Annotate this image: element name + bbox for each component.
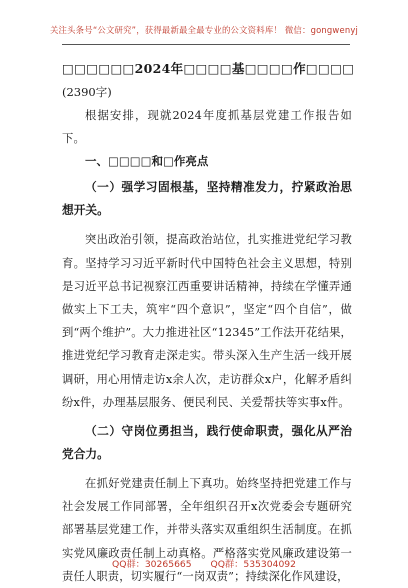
document-title: □□□□□□2024年□□□□基□□□□作□□□□ <box>62 61 355 76</box>
section-heading-1: 一、□□□□和□作亮点 <box>85 154 209 169</box>
subsection-heading-1: （一）强学习固根基，坚持精准发力，拧紧政治思想开关。 <box>62 180 352 218</box>
footer-qq-groups <box>0 556 408 570</box>
word-count: (2390字) <box>62 85 112 99</box>
footer-qq-group-2: QQ群：535304092 <box>210 559 296 570</box>
subsection-heading-2: （二）守岗位勇担当，践行使命职责，强化从严治党合力。 <box>62 424 352 462</box>
header-divider <box>62 44 350 45</box>
header-promo-text: 关注头条号“公文研究”，获得最新最全最专业的公文资料库！ 微信：gongwenyj <box>49 25 359 35</box>
document-body <box>62 60 355 588</box>
subsection-body-1: 突出政治引领，提高政治站位，扎实推进党纪学习教育。坚持学习习近平新时代中国特色社会主义思想，特别是习近平总书记视察江西重要讲话精神，持续在学懂弄通做实上下工夫，筑牢“四个意识”，坚定“四个自信”，做到“两个维护”。大力推进社区“12345”工作法开花结果，推进党纪学习教育走深走实。带头深入生产生活一线开展调研，用心用情走访x余人次，走访群众x户，化解矛盾纠纷x件，办理基层服务、便民利民、关爱帮扶等实事x件。 <box>62 233 352 409</box>
intro-paragraph: 根据安排，现就2024年度抓基层党建工作报告如下。 <box>62 109 352 146</box>
footer-qq-group-1: QQ群：30265665 <box>112 559 192 570</box>
subsection-body-2: 在抓好党建责任制上下真功。始终坚持把党建工作与社会发展工作同部署，全年组织召开x次党委会专题研究部署基层党建工作，并带头落实双重组织生活制度。在抓实党风廉政责任制上动真格。严格落实党风廉政建设第一责任人职责，切实履行“一岗双责”；持续深化作风建设， <box>62 477 352 583</box>
